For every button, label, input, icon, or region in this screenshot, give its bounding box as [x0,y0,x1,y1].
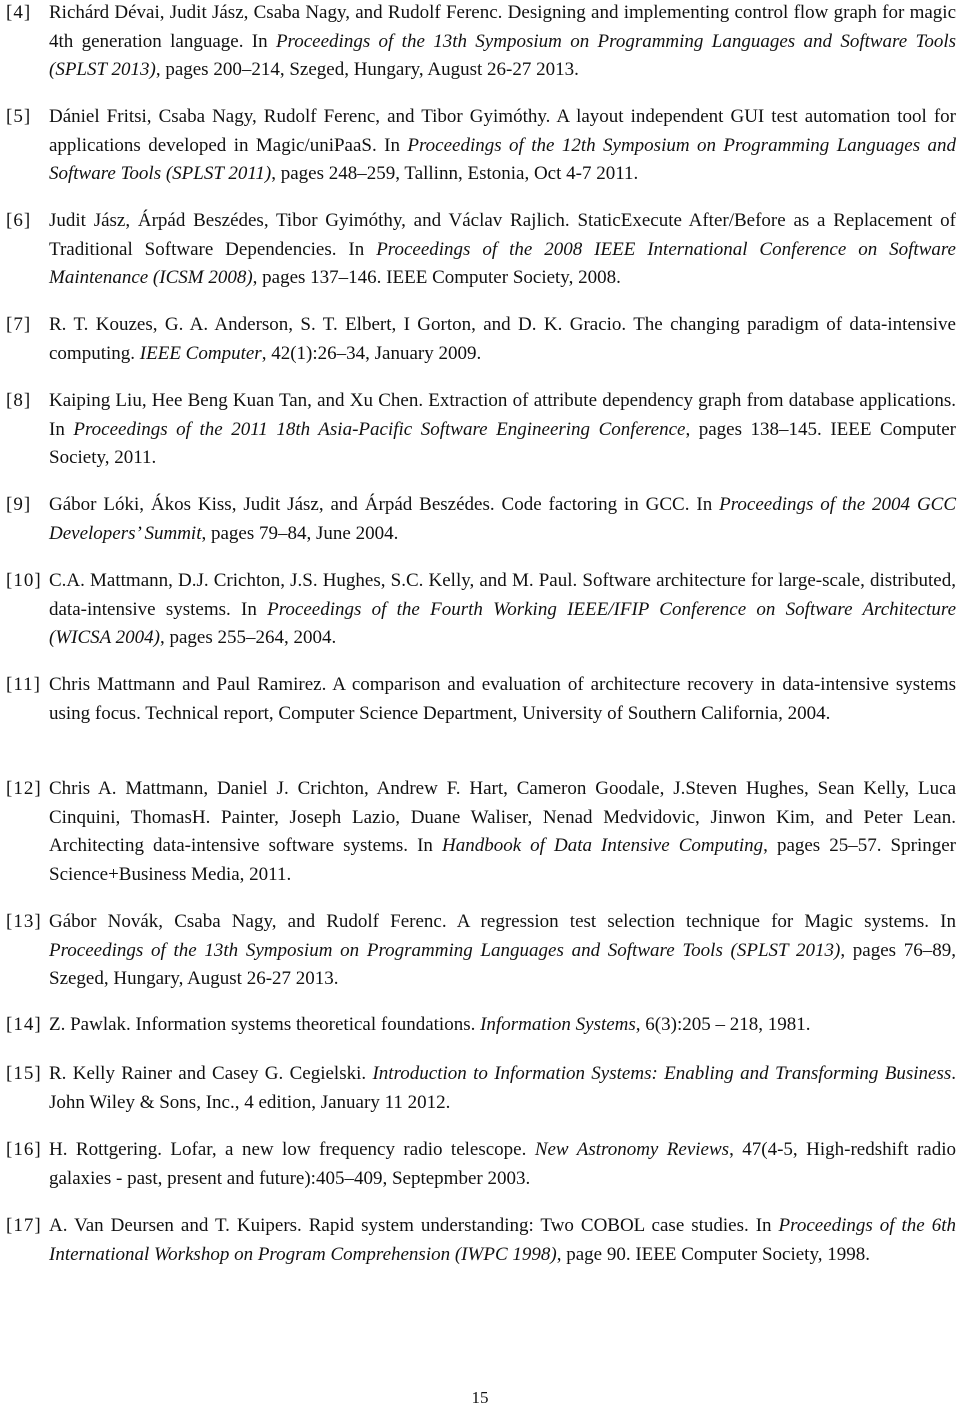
reference-5 [6,103,956,189]
reference-text: Gábor Lóki, Ákos Kiss, Judit Jász, and Árpád Beszédes. Code factoring in GCC. In Proceedings of the 2004 GCC Developers’ Summit, pages 79–84, June 2004. [49,494,957,544]
reference-8 [6,387,956,473]
reference-number: [15] [6,1063,42,1084]
reference-number: [5] [6,106,32,127]
reference-12 [6,775,956,889]
reference-number: [7] [6,314,32,335]
reference-text: Judit Jász, Árpád Beszédes, Tibor Gyimóthy, and Václav Rajlich. StaticExecute After/Before as a Replacement of Traditional Software Dependencies. In Proceedings of the 2008 IEEE International Conference on Software Maintenance (ICSM 2008), pages 137–146. IEEE Computer Society, 2008. [49,210,956,288]
reference-text: Gábor Novák, Csaba Nagy, and Rudolf Ferenc. A regression test selection technique for Magic systems. In Proceedings of the 13th Symposium on Programming Languages and Software Tools (SPLST 2013), pages 76–89, Szeged, Hungary, August 26-27 2013. [49,911,956,989]
reference-16 [6,1136,956,1193]
page-number: 15 [471,1388,489,1407]
reference-text: Chris Mattmann and Paul Ramirez. A comparison and evaluation of architecture recovery in data-intensive systems using focus. Technical report, Computer Science Department, University of Southern California, 2004. [49,674,956,724]
reference-text: A. Van Deursen and T. Kuipers. Rapid system understanding: Two COBOL case studies. In Proceedings of the 6th International Workshop on Program Comprehension (IWPC 1998), page 90. IEEE Computer Society, 1998. [49,1215,956,1265]
reference-text: R. T. Kouzes, G. A. Anderson, S. T. Elbert, I Gorton, and D. K. Gracio. The changing paradigm of data-intensive computing. IEEE Computer, 42(1):26–34, January 2009. [49,314,956,364]
reference-number: [10] [6,570,42,591]
reference-13 [6,908,956,994]
reference-11 [6,671,956,728]
reference-text: Richárd Dévai, Judit Jász, Csaba Nagy, and Rudolf Ferenc. Designing and implementing control flow graph for magic 4th generation language. In Proceedings of the 13th Symposium on Programming Languages and Software Tools (SPLST 2013), pages 200–214, Szeged, Hungary, August 26-27 2013. [49,2,956,80]
reference-9 [6,491,956,548]
reference-text: R. Kelly Rainer and Casey G. Cegielski. Introduction to Information Systems: Enabling and Transforming Business. John Wiley & Sons, Inc., 4 edition, January 11 2012. [49,1063,957,1113]
reference-number: [11] [6,674,41,695]
reference-text: C.A. Mattmann, D.J. Crichton, J.S. Hughes, S.C. Kelly, and M. Paul. Software architecture for large-scale, distributed, data-intensive systems. In Proceedings of the Fourth Working IEEE/IFIP Conference on Software Architecture (WICSA 2004), pages 255–264, 2004. [49,570,956,648]
reference-number: [14] [6,1014,42,1035]
reference-text: Chris A. Mattmann, Daniel J. Crichton, Andrew F. Hart, Cameron Goodale, J.Steven Hughes, Sean Kelly, Luca Cinquini, ThomasH. Painter, Joseph Lazio, Duane Waliser, Nenad Medvidovic, Jinwon Kim, and Peter Lean. Architecting data-intensive software systems. In Handbook of Data Intensive Computing, pages 25–57. Springer Science+Business Media, 2011. [49,778,956,885]
reference-text: Z. Pawlak. Information systems theoretical foundations. Information Systems, 6(3):205 – 218, 1981. [49,1014,811,1035]
reference-number: [17] [6,1215,42,1236]
reference-text: H. Rottgering. Lofar, a new low frequency radio telescope. New Astronomy Reviews, 47(4-5, High-redshift radio galaxies - past, present and future):405–409, Septepmber 2003. [49,1139,957,1189]
reference-number: [12] [6,778,42,799]
reference-number: [8] [6,390,32,411]
reference-10 [6,567,956,653]
reference-4 [6,0,956,85]
reference-6 [6,207,956,293]
reference-15 [6,1060,956,1117]
reference-number: [4] [6,2,32,23]
reference-17 [6,1212,956,1269]
reference-text: Kaiping Liu, Hee Beng Kuan Tan, and Xu Chen. Extraction of attribute dependency graph from database applications. In Proceedings of the 2011 18th Asia-Pacific Software Engineering Conference, pages 138–145. IEEE Computer Society, 2011. [49,390,956,468]
reference-number: [13] [6,911,42,932]
reference-number: [16] [6,1139,42,1160]
reference-text: Dániel Fritsi, Csaba Nagy, Rudolf Ferenc, and Tibor Gyimóthy. A layout independent GUI test automation tool for applications developed in Magic/uniPaaS. In Proceedings of the 12th Symposium on Programming Languages and Software Tools (SPLST 2011), pages 248–259, Tallinn, Estonia, Oct 4-7 2011. [49,106,957,184]
reference-14 [6,1011,956,1040]
reference-number: [6] [6,210,32,231]
reference-7 [6,311,956,368]
reference-number: [9] [6,494,32,515]
